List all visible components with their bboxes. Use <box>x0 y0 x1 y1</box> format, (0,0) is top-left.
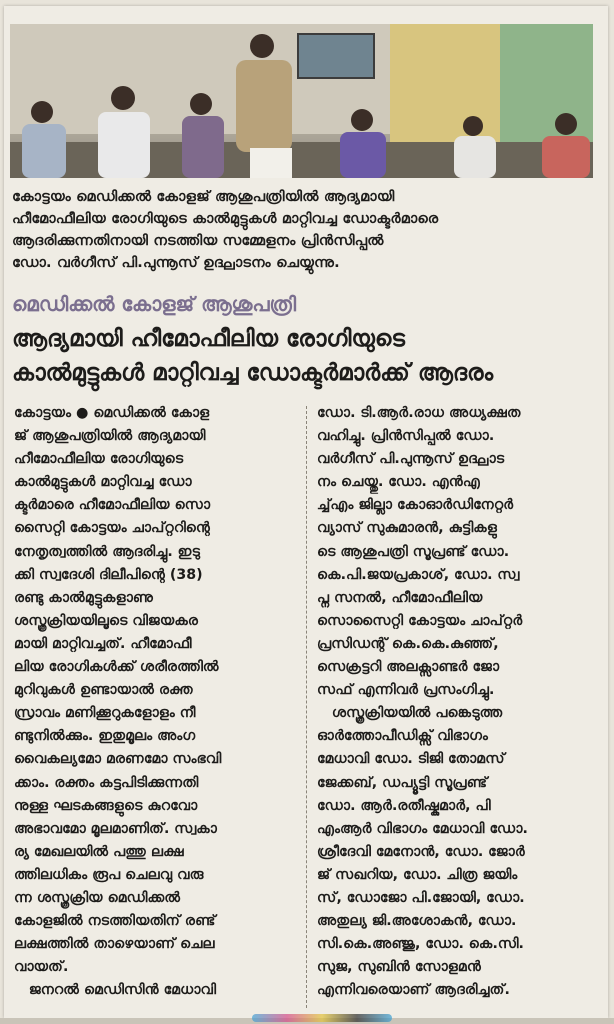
text-line: ശസ്ത്രക്രിയയിൽ പങ്കെടുത്ത <box>317 705 503 722</box>
text-line: കോട്ടയം ● മെഡിക്കൽ കോള <box>14 405 210 421</box>
text-line: കെ.പി.ജയപ്രകാശ്, ഡോ. സ്വ <box>317 566 520 583</box>
article-column-1 <box>14 402 299 1002</box>
text-line: ശ്രീദേവി മേനോൻ, ഡോ. ജോർ <box>317 843 525 860</box>
text-line: സ്രാവം മണിക്കൂറുകളോളം നീ <box>14 705 196 722</box>
group-photo-icon <box>10 24 593 178</box>
text-line: സൈറ്റി കോട്ടയം ചാപ്റ്ററിന്റെ <box>14 520 211 537</box>
text-line: വായത്. <box>14 959 69 976</box>
text-line: സ്, ഡോജോ പി.ജോയി, ഡോ. <box>317 889 525 906</box>
headline-line-2: കാൽമുട്ടുകൾ മാറ്റിവച്ച ഡോക്ടർമാർക്ക് ആദരം <box>12 360 494 386</box>
text-line: ജനറൽ മെഡിസിൻ മേധാവി <box>14 982 217 999</box>
text-line: നം ചെയ്തു. ഡോ. എൻഎ <box>317 474 480 491</box>
text-line: ച്ച്എം ജില്ലാ കോഓർഡിനേറ്റർ <box>317 497 514 514</box>
column-divider <box>306 406 307 1008</box>
text-line: ജ് സഖറിയ, ഡോ. ചിത്ര ജയിം <box>317 866 518 883</box>
text-line: മുറിവുകൾ ഉണ്ടായാൽ രക്ത <box>14 682 193 699</box>
text-line: ജ് ആശുപത്രിയിൽ ആദ്യമായി <box>14 428 206 445</box>
text-line: നുള്ള ഘടകങ്ങളുടെ കുറവോ <box>14 797 198 814</box>
text-line: വൈകല്യമോ മരണമോ സംഭവി <box>14 751 222 768</box>
text-line: നേതൃത്വത്തിൽ ആദരിച്ചു. ഇടു <box>14 543 200 560</box>
text-line: സെക്രട്ടറി അലക്സാണ്ടർ ജോ <box>317 659 500 676</box>
kicker-heading: മെഡിക്കൽ കോളജ് ആശുപത്രി <box>12 292 297 316</box>
text-line: വഹിച്ചു. പ്രിൻസിപ്പൽ ഡോ. <box>317 428 495 445</box>
text-line: ക്ടർമാരെ ഹീമോഫീലിയ സൊ <box>14 497 211 514</box>
text-line: ക്കാം. രക്തം കട്ടപിടിക്കുന്നതി <box>14 774 199 791</box>
text-line: വ്യാസ് സുകുമാരൻ, കുട്ടികളു <box>317 520 497 537</box>
text-line: ര്യ മേഖലയിൽ പത്തു ലക്ഷ <box>14 843 184 860</box>
text-line: ഡോ. ആർ.രതീഷ്കുമാർ, പി <box>317 797 491 814</box>
text-line: ന്ന ശസ്ത്രക്രിയ മെഡിക്കൽ <box>14 889 181 906</box>
text-line: സുജ, സുബിൻ സോളമൻ <box>317 959 481 976</box>
text-line: ശസ്ത്രക്രിയയിലൂടെ വിജയകര <box>14 612 199 629</box>
text-line: എന്നിവരെയാണ് ആദരിച്ചത്. <box>317 982 510 999</box>
text-line: ഡോ. ടി.ആർ.രാധ അധ്യക്ഷത <box>317 405 521 421</box>
text-line: ണ്ടുനിൽക്കും. ഇതുമൂലം അംഗ <box>14 728 196 745</box>
text-line: പ്ന സനൽ, ഹീമോഫീലിയ <box>317 589 483 606</box>
text-line: ജേക്കബ്, ഡപ്യൂട്ടി സൂപ്രണ്ട് <box>317 774 488 791</box>
caption-line: ആദരിക്കുന്നതിനായി നടത്തിയ സമ്മേളനം പ്രിൻസിപ്പൽ <box>12 233 384 249</box>
news-photo <box>10 24 593 178</box>
text-line: സൊസൈറ്റി കോട്ടയം ചാപ്റ്റർ <box>317 612 523 629</box>
text-line: ക്കി സ്വദേശി ദിലീപിന്റെ (38) <box>14 566 203 583</box>
text-line: എംആർ വിഭാഗം മേധാവി ഡോ. <box>317 820 528 837</box>
newspaper-clipping <box>4 6 608 1018</box>
text-line: വർഗീസ് പി.പുന്നൂസ് ഉദ്ഘാട <box>317 451 505 468</box>
text-line: ഹീമോഫീലിയ രോഗിയുടെ <box>14 451 184 468</box>
text-line: അതുല്യ ജി.അശോകൻ, ഡോ. <box>317 913 517 930</box>
text-line: കാൽമുട്ടുകൾ മാറ്റിവച്ച ഡോ <box>14 474 192 491</box>
text-line: മേധാവി ഡോ. ടിജി തോമസ് <box>317 751 505 768</box>
text-line: കോളജിൽ നടത്തിയതിന് രണ്ട് <box>14 913 216 930</box>
text-line: ടെ ആശുപത്രി സൂപ്രണ്ട് ഡോ. <box>317 543 510 560</box>
text-line: സി.കെ.അഞ്ജു, ഡോ. കെ.സി. <box>317 936 524 953</box>
caption-line: ഹീമോഫീലിയ രോഗിയുടെ കാൽമുട്ടുകൾ മാറ്റിവച്ച ഡോക്ടർമാരെ <box>12 211 439 227</box>
text-line: പ്രസിഡന്റ് കെ.കെ.കുഞ്ഞ്, <box>317 635 499 652</box>
photo-caption <box>12 186 597 274</box>
article-column-2 <box>317 402 602 1002</box>
headline-line-1: ആദ്യമായി ഹീമോഫീലിയ രോഗിയുടെ <box>12 326 405 352</box>
caption-line: കോട്ടയം മെഡിക്കൽ കോളജ് ആശുപത്രിയിൽ ആദ്യമായി <box>12 189 395 205</box>
decorative-strip <box>252 1014 392 1022</box>
text-line: രണ്ടു കാൽമുട്ടുകളാണു <box>14 589 154 606</box>
text-line: മായി മാറ്റിവച്ചത്. ഹീമോഫീ <box>14 635 192 652</box>
caption-line: ഡോ. വർഗീസ് പി.പുന്നൂസ് ഉദ്ഘാടനം ചെയ്യുന്നു. <box>12 255 340 271</box>
text-line: ലക്ഷത്തിൽ താഴെയാണ് ചെല <box>14 936 215 953</box>
text-line: സഫ് എന്നിവർ പ്രസംഗിച്ചു. <box>317 682 495 699</box>
text-line: ഓർത്തോപീഡിക്സ് വിഭാഗം <box>317 728 488 745</box>
text-line: ത്തിലധികം രൂപ ചെലവു വരു <box>14 866 204 883</box>
text-line: ലിയ രോഗികൾക്ക് ശരീരത്തിൽ <box>14 659 219 676</box>
text-line: അഭാവമോ മൂലമാണിത്. സ്വകാ <box>14 820 217 837</box>
